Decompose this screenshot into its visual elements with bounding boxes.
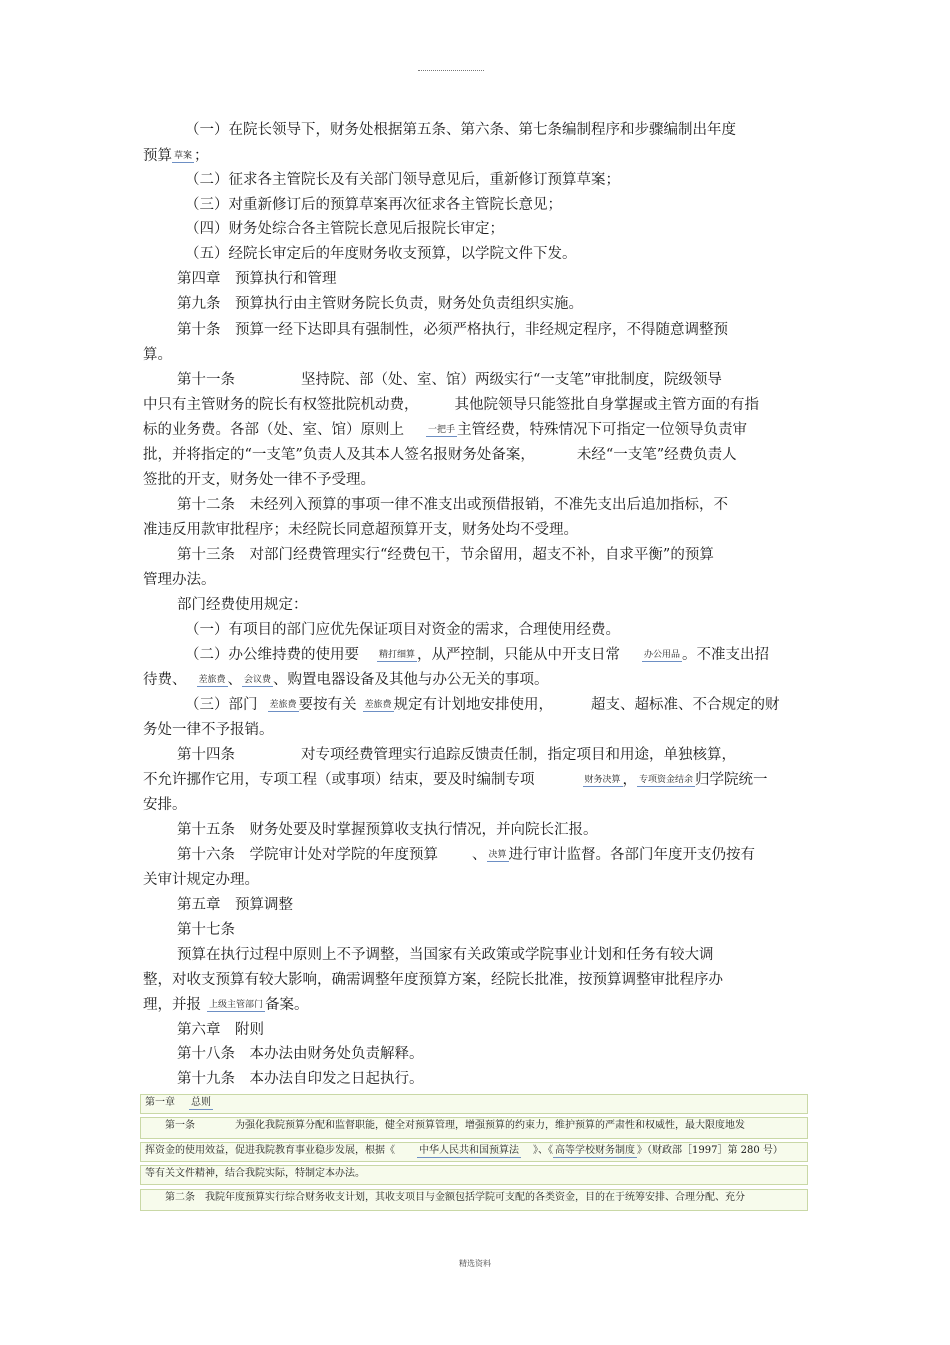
text-line: （二）办公维持费的使用要 精打细算 ，从严控制，只能从中开支日常 办公用品 。不准支出招 [185,647,770,663]
text-line: （三）对重新修订后的预算草案再次征求各主管院长意见； [185,197,562,213]
text-line: 安排。 [143,797,187,813]
text-line: 标的业务费。各部（处、室、馆）原则上 一把手 主管经费，特殊情况下可指定一位领导负责审 [143,422,748,438]
chapter-heading: 第五章 预算调整 [177,897,293,913]
table-row: 第一条 为强化我院预算分配和监督职能，健全对预算管理，增强预算的约束力，维护预算的严肃性和权威性，最大限度地发 [140,1117,808,1139]
text-line: （一）在院长领导下，财务处根据第五条、第六条、第七条编制程序和步骤编制出年度 [185,122,736,138]
table-row: 等有关文件精神，结合我院实际，特制定本办法。 [140,1165,808,1185]
chapter-heading: 第四章 预算执行和管理 [177,271,337,287]
link-budget-law[interactable]: 中华人民共和国预算法 [419,1145,519,1156]
chapter-heading: 第六章 附则 [177,1022,264,1038]
text-line: 第十三条 对部门经费管理实行“经费包干，节余留用，超支不补，自求平衡”的预算 [177,547,714,563]
text-line: 待费、 差旅费 、 会议费 、购置电器设备及其他与办公无关的事项。 [143,672,549,688]
header-rule [418,70,484,71]
text-line: 第十二条 未经列入预算的事项一律不准支出或预借报销，不准先支出后追加指标，不 [177,497,728,513]
link-head[interactable]: 一把手 [428,425,456,435]
text-line: 务处一律不予报销。 [143,722,274,738]
link-draft[interactable]: 草案 [174,151,193,161]
page-footer: 精选资料 [459,1259,491,1268]
text-line: 算。 [143,347,172,363]
link-travel-expenses[interactable]: 差旅费 [198,675,226,685]
text-line: 关审计规定办理。 [143,872,259,888]
text-line: 第十九条 本办法自印发之日起执行。 [177,1071,424,1087]
link-travel-expenses[interactable]: 差旅费 [269,700,297,710]
link-travel-expenses[interactable]: 差旅费 [364,700,392,710]
link-special-fund-surplus[interactable]: 专项资金结余 [639,775,694,785]
link-general-provisions[interactable]: 总则 [191,1097,211,1108]
text-line: 第十七条 [177,922,235,938]
table-row: 第二条 我院年度预算实行综合财务收支计划，其收支项目与金额包括学院可支配的各类资金，目的在于统筹安排、合理分配、充分 [140,1189,808,1211]
text-line: （四）财务处综合各主管院长意见后报院长审定； [185,221,504,237]
table-row: 挥资金的使用效益，促进我院教育事业稳步发展，根据《 中华人民共和国预算法 》、《 高等学校财务制度 》（财政部［1997］第 280 号） [140,1142,808,1162]
link-final-accounts[interactable]: 决算 [488,850,507,860]
text-line: 第十八条 本办法由财务处负责解释。 [177,1046,424,1062]
text-line: 不允许挪作它用，专项工程（或事项）结束，要及时编制专项 财务决算 ， 专项资金结余 归学院统一 [143,772,768,788]
link-university-finance-rules[interactable]: 高等学校财务制度 [555,1145,635,1156]
link-office-supplies[interactable]: 办公用品 [644,650,681,660]
text-line: （五）经院长审定后的年度财务收支预算，以学院文件下发。 [185,246,577,262]
text-line: （一）有项目的部门应优先保证项目对资金的需求，合理使用经费。 [185,622,620,638]
text-line: （三）部门 差旅费 要按有关 差旅费 规定有计划地安排使用， 超支、超标准、不合规定的财 [185,697,780,713]
link-superior-department[interactable]: 上级主管部门 [209,1000,264,1010]
text-line: 签批的开支，财务处一律不予受理。 [143,472,375,488]
text-line: （二）征求各主管院长及有关部门领导意见后，重新修订预算草案； [185,172,620,188]
text-line: 第九条 预算执行由主管财务院长负责，财务处负责组织实施。 [177,296,583,312]
link-budget-carefully[interactable]: 精打细算 [379,650,416,660]
text-line: 第十四条 对专项经费管理实行追踪反馈责任制，指定项目和用途，单独核算， [177,747,736,763]
text-line: 第十条 预算一经下达即具有强制性，必须严格执行，非经规定程序，不得随意调整预 [177,322,728,338]
link-final-accounts[interactable]: 财务决算 [584,775,621,785]
text-line: 管理办法。 [143,572,216,588]
text-line: 中只有主管财务的院长有权签批院机动费， 其他院领导只能签批自身掌握或主管方面的有指 [143,397,759,413]
text-line: 第十六条 学院审计处对学院的年度预算 、 决算 进行审计监督。各部门年度开支仍按有 [177,847,756,863]
text-line: 理，并报 上级主管部门 备案。 [143,997,309,1013]
link-meeting-expenses[interactable]: 会议费 [244,675,272,685]
text-line: 预算在执行过程中原则上不予调整，当国家有关政策或学院事业计划和任务有较大调 [177,947,714,963]
text-line: 第十一条 坚持院、部（处、室、馆）两级实行“一支笔”审批制度，院级领导 [177,372,722,388]
text-line: 预算 草案 ； [143,148,209,164]
text-line: 整，对收支预算有较大影响，确需调整年度预算方案，经院长批准，按预算调整审批程序办 [143,972,723,988]
text-line: 第十五条 财务处要及时掌握预算收支执行情况，并向院长汇报。 [177,822,598,838]
text-line: 批，并将指定的“一支笔”负责人及其本人签名报财务处备案， 未经“一支笔”经费负责人 [143,447,737,463]
table-row: 第一章 总则 [140,1094,808,1114]
text-line: 部门经费使用规定： [177,597,308,613]
text-line: 准违反用款审批程序；未经院长同意超预算开支，财务处均不受理。 [143,522,578,538]
